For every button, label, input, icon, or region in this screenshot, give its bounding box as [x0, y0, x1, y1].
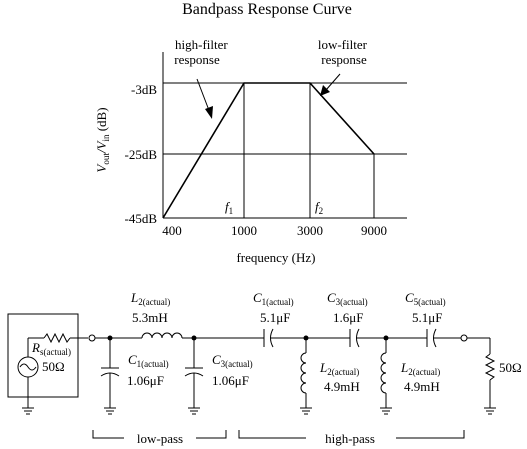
- high-pass-label: high-pass: [325, 431, 375, 446]
- y-tick-label: -3dB: [131, 82, 157, 97]
- low-pass-bracket: [93, 430, 226, 446]
- filter-circuit: [8, 290, 522, 446]
- x-tick-label: 9000: [361, 223, 387, 238]
- arrow-low-filter: [326, 74, 340, 90]
- l2-shunt-a-value: 4.9mH: [324, 379, 360, 394]
- c3-series-value: 1.6μF: [333, 310, 364, 325]
- x-axis-title: frequency (Hz): [236, 250, 316, 265]
- c1-shunt-label: $C_{1(actual)}$: [128, 352, 169, 369]
- c3-series-label: $C_{3(actual)}$: [327, 290, 368, 307]
- input-terminal: [89, 335, 95, 341]
- c5-series-value: 5.1μF: [412, 310, 443, 325]
- l2-shunt-a-label: $L_{2(actual)}$: [320, 360, 360, 377]
- inductor-l2-series-icon: [142, 333, 182, 338]
- low-pass-label: low-pass: [136, 431, 184, 446]
- inductor-l2-shunt-b-icon: [381, 353, 386, 393]
- y-tick-label: -25dB: [124, 147, 157, 162]
- l2-shunt-b-label: $L_{2(actual)}$: [401, 360, 441, 377]
- high-pass-bracket: [239, 430, 464, 446]
- ground-icon: [188, 408, 200, 414]
- l2-shunt-b-value: 4.9mH: [404, 379, 440, 394]
- annotation-high-filter: high-filter response: [174, 37, 228, 67]
- resistor-rs-icon: [44, 334, 70, 342]
- c3-shunt-label: $C_{3(actual)}$: [212, 352, 253, 369]
- sine-wave-icon: [20, 364, 36, 370]
- arrowhead-high-filter: [205, 106, 213, 119]
- c5-series-label: $C_{5(actual)}$: [405, 290, 446, 307]
- c1-shunt-value: 1.06μF: [127, 373, 164, 388]
- x-tick-label: 1000: [231, 223, 257, 238]
- inductor-l2-shunt-a-icon: [301, 353, 306, 393]
- ground-icon: [104, 408, 116, 414]
- load-value: 50Ω: [499, 360, 522, 375]
- x-tick-label: 3000: [297, 223, 323, 238]
- l2-series-label: $L_{2(actual)}$: [131, 290, 171, 307]
- f1-label: $f_1$: [225, 199, 234, 216]
- l2-series-value: 5.3mH: [132, 310, 168, 325]
- f2-label: $f_2$: [315, 199, 324, 216]
- resistor-load-icon: [486, 354, 494, 380]
- annotation-low-filter: low-filter response: [317, 37, 367, 67]
- x-tick-label: 400: [162, 223, 182, 238]
- chart-title: Bandpass Response Curve: [182, 1, 352, 18]
- y-tick-label: -45dB: [124, 211, 157, 226]
- ground-icon: [300, 408, 312, 414]
- c1-series-label: $C_{1(actual)}$: [253, 290, 294, 307]
- response-curve: [163, 83, 374, 218]
- output-terminal: [461, 335, 467, 341]
- y-axis-title: $V_{out}/V_{in}$ (dB): [94, 107, 111, 173]
- rs-label: $R_{s(actual)}$: [32, 340, 71, 357]
- ground-icon: [22, 408, 34, 414]
- bandpass-chart: [94, 1, 407, 265]
- ground-icon: [380, 408, 392, 414]
- ground-icon: [484, 408, 496, 414]
- rs-value: 50Ω: [42, 359, 65, 374]
- c1-series-value: 5.1μF: [260, 310, 291, 325]
- c3-shunt-value: 1.06μF: [212, 373, 249, 388]
